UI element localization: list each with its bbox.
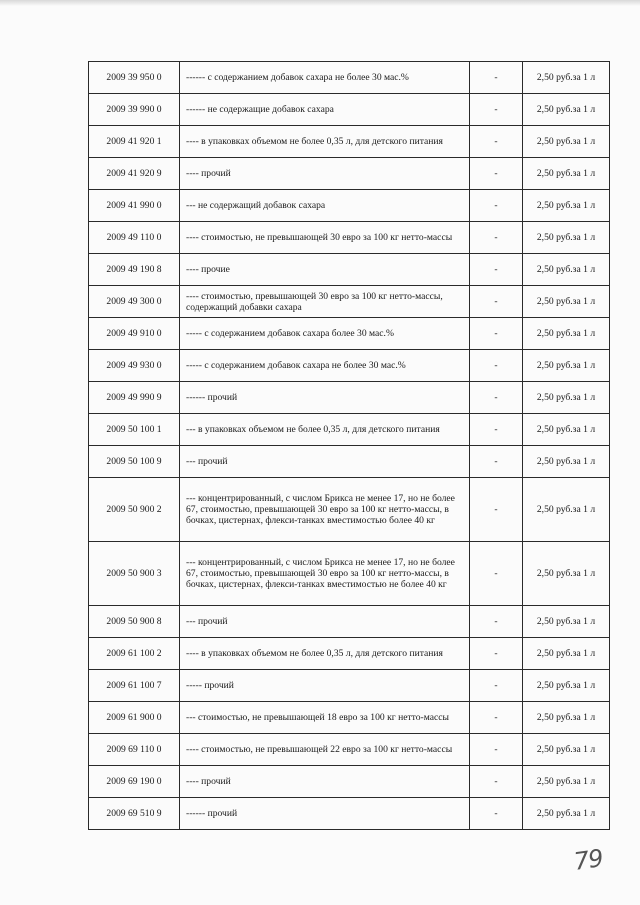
dash-cell: - (470, 446, 523, 478)
dash-cell: - (470, 94, 523, 126)
scan-top-edge (0, 0, 640, 6)
table-row (89, 382, 610, 414)
description-cell: --- прочий (180, 446, 470, 478)
tariff-code-cell: 2009 61 900 0 (89, 702, 180, 734)
description-cell: --- в упаковках объемом не более 0,35 л, для детского питания (180, 414, 470, 446)
tariff-code-cell: 2009 41 920 9 (89, 158, 180, 190)
table-row (89, 702, 610, 734)
duty-rate-cell: 2,50 руб.за 1 л (523, 414, 610, 446)
dash-cell: - (470, 158, 523, 190)
tariff-code-cell: 2009 39 950 0 (89, 62, 180, 94)
tariff-code-cell: 2009 49 990 9 (89, 382, 180, 414)
table-row (89, 766, 610, 798)
dash-cell: - (470, 254, 523, 286)
table-row (89, 606, 610, 638)
tariff-code-cell: 2009 69 510 9 (89, 798, 180, 830)
table-row (89, 670, 610, 702)
description-cell: ---- в упаковках объемом не более 0,35 л, для детского питания (180, 638, 470, 670)
dash-cell: - (470, 350, 523, 382)
dash-cell: - (470, 670, 523, 702)
dash-cell: - (470, 766, 523, 798)
description-cell: --- прочий (180, 606, 470, 638)
description-cell: --- не содержащий добавок сахара (180, 190, 470, 222)
dash-cell: - (470, 734, 523, 766)
tariff-code-cell: 2009 50 900 8 (89, 606, 180, 638)
table-row (89, 446, 610, 478)
table-row (89, 286, 610, 318)
dash-cell: - (470, 286, 523, 318)
table-row (89, 222, 610, 254)
tariff-code-cell: 2009 50 900 3 (89, 542, 180, 606)
table-row (89, 190, 610, 222)
dash-cell: - (470, 62, 523, 94)
description-cell: ---- в упаковках объемом не более 0,35 л, для детского питания (180, 126, 470, 158)
duty-rate-cell: 2,50 руб.за 1 л (523, 478, 610, 542)
duty-rate-cell: 2,50 руб.за 1 л (523, 670, 610, 702)
description-cell: ----- с содержанием добавок сахара не более 30 мас.% (180, 350, 470, 382)
dash-cell: - (470, 638, 523, 670)
duty-rate-cell: 2,50 руб.за 1 л (523, 638, 610, 670)
tariff-code-cell: 2009 50 100 1 (89, 414, 180, 446)
dash-cell: - (470, 222, 523, 254)
description-cell: --- концентрированный, с числом Брикса не менее 17, но не более 67, стоимостью, превышающей 30 евро за 100 кг нетто-массы, в бочках, цистернах, флекси-танках вместимостью более 40 кг (180, 478, 470, 542)
tariff-code-cell: 2009 49 930 0 (89, 350, 180, 382)
tariff-code-cell: 2009 61 100 7 (89, 670, 180, 702)
table-row (89, 734, 610, 766)
description-cell: ---- стоимостью, превышающей 30 евро за 100 кг нетто-массы, содержащий добавки сахара (180, 286, 470, 318)
description-cell: ------ с содержанием добавок сахара не более 30 мас.% (180, 62, 470, 94)
duty-rate-cell: 2,50 руб.за 1 л (523, 734, 610, 766)
duty-rate-cell: 2,50 руб.за 1 л (523, 158, 610, 190)
duty-rate-cell: 2,50 руб.за 1 л (523, 702, 610, 734)
dash-cell: - (470, 190, 523, 222)
duty-rate-cell: 2,50 руб.за 1 л (523, 94, 610, 126)
description-cell: ---- прочие (180, 254, 470, 286)
tariff-code-cell: 2009 50 100 9 (89, 446, 180, 478)
duty-rate-cell: 2,50 руб.за 1 л (523, 126, 610, 158)
duty-rate-cell: 2,50 руб.за 1 л (523, 190, 610, 222)
description-cell: ------ прочий (180, 382, 470, 414)
dash-cell: - (470, 702, 523, 734)
table-row (89, 478, 610, 542)
description-cell: ------ не содержащие добавок сахара (180, 94, 470, 126)
table-row (89, 254, 610, 286)
duty-rate-cell: 2,50 руб.за 1 л (523, 766, 610, 798)
tariff-table-body (89, 62, 610, 830)
tariff-code-cell: 2009 49 110 0 (89, 222, 180, 254)
handwritten-page-number: 79 (572, 844, 605, 876)
table-row (89, 798, 610, 830)
table-row (89, 638, 610, 670)
duty-rate-cell: 2,50 руб.за 1 л (523, 606, 610, 638)
description-cell: ----- с содержанием добавок сахара более 30 мас.% (180, 318, 470, 350)
tariff-code-cell: 2009 39 990 0 (89, 94, 180, 126)
description-cell: ---- прочий (180, 766, 470, 798)
duty-rate-cell: 2,50 руб.за 1 л (523, 798, 610, 830)
dash-cell: - (470, 542, 523, 606)
duty-rate-cell: 2,50 руб.за 1 л (523, 318, 610, 350)
description-cell: --- концентрированный, с числом Брикса не менее 17, но не более 67, стоимостью, превышающей 30 евро за 100 кг нетто-массы, в бочках, цистернах, флекси-танках вместимостью не более 40 кг (180, 542, 470, 606)
description-cell: ----- прочий (180, 670, 470, 702)
tariff-code-cell: 2009 69 190 0 (89, 766, 180, 798)
description-cell: ---- прочий (180, 158, 470, 190)
tariff-code-cell: 2009 41 990 0 (89, 190, 180, 222)
tariff-code-cell: 2009 41 920 1 (89, 126, 180, 158)
dash-cell: - (470, 606, 523, 638)
table-row (89, 62, 610, 94)
dash-cell: - (470, 414, 523, 446)
dash-cell: - (470, 478, 523, 542)
duty-rate-cell: 2,50 руб.за 1 л (523, 222, 610, 254)
table-row (89, 158, 610, 190)
dash-cell: - (470, 318, 523, 350)
table-row (89, 542, 610, 606)
description-cell: --- стоимостью, не превышающей 18 евро за 100 кг нетто-массы (180, 702, 470, 734)
duty-rate-cell: 2,50 руб.за 1 л (523, 382, 610, 414)
tariff-table (88, 61, 610, 830)
duty-rate-cell: 2,50 руб.за 1 л (523, 446, 610, 478)
table-row (89, 414, 610, 446)
tariff-code-cell: 2009 69 110 0 (89, 734, 180, 766)
tariff-code-cell: 2009 50 900 2 (89, 478, 180, 542)
table-row (89, 94, 610, 126)
description-cell: ---- стоимостью, не превышающей 30 евро за 100 кг нетто-массы (180, 222, 470, 254)
tariff-code-cell: 2009 61 100 2 (89, 638, 180, 670)
description-cell: ---- стоимостью, не превышающей 22 евро за 100 кг нетто-массы (180, 734, 470, 766)
duty-rate-cell: 2,50 руб.за 1 л (523, 254, 610, 286)
tariff-code-cell: 2009 49 190 8 (89, 254, 180, 286)
table-row (89, 350, 610, 382)
duty-rate-cell: 2,50 руб.за 1 л (523, 542, 610, 606)
description-cell: ------ прочий (180, 798, 470, 830)
duty-rate-cell: 2,50 руб.за 1 л (523, 286, 610, 318)
dash-cell: - (470, 798, 523, 830)
dash-cell: - (470, 382, 523, 414)
table-row (89, 126, 610, 158)
dash-cell: - (470, 126, 523, 158)
table-row (89, 318, 610, 350)
duty-rate-cell: 2,50 руб.за 1 л (523, 350, 610, 382)
tariff-code-cell: 2009 49 910 0 (89, 318, 180, 350)
tariff-code-cell: 2009 49 300 0 (89, 286, 180, 318)
duty-rate-cell: 2,50 руб.за 1 л (523, 62, 610, 94)
